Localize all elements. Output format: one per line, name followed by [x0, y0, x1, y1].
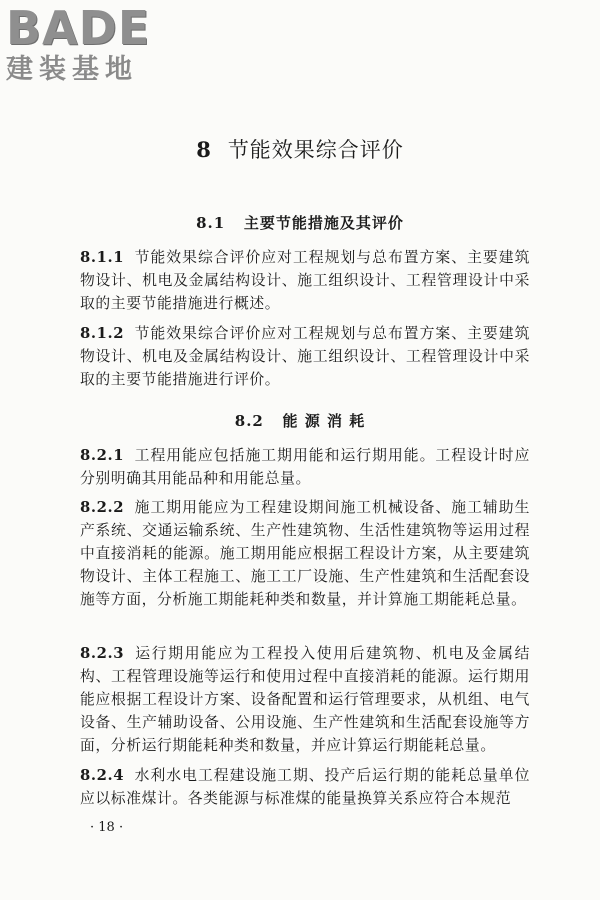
clause-number: 8.1.1 [80, 249, 125, 266]
clause-paragraph [80, 642, 530, 757]
clause-number: 8.2.3 [80, 645, 125, 662]
clause-paragraph [80, 444, 530, 490]
clause-number: 8.1.2 [80, 325, 125, 342]
logo-brand: BADE [6, 1, 151, 55]
section-heading: 主要节能措施及其评价 [243, 214, 404, 232]
clause-paragraph [80, 322, 530, 391]
bade-logo [6, 1, 176, 88]
clause-paragraph [80, 246, 530, 315]
clause-paragraph [80, 496, 530, 611]
clause-text: 工程用能应包括施工期用能和运行期用能。工程设计时应分别明确其用能品种和用能总量。 [80, 447, 530, 487]
chapter-heading: 节能效果综合评价 [227, 138, 404, 162]
clause-text: 施工期用能应为工程建设期间施工机械设备、施工辅助生产系统、交通运输系统、生产性建筑物、生活性建筑物等运用过程中直接消耗的能源。施工期用能应根据工程设计方案，从主要建筑物设计、主体工程施工、施工工厂设施、生产性建筑和生活配套设施等方面，分析施工期能耗种类和数量，并计算施工期能耗总量。 [80, 499, 530, 608]
clause-text: 节能效果综合评价应对工程规划与总布置方案、主要建筑物设计、机电及金属结构设计、施工组织设计、工程管理设计中采取的主要节能措施进行评价。 [80, 325, 530, 388]
section-number: 8.2 [234, 412, 264, 430]
section-title [0, 410, 600, 431]
clause-number: 8.2.2 [80, 499, 125, 516]
section-heading: 能 源 消 耗 [282, 412, 366, 430]
section-title [0, 212, 600, 233]
section-number: 8.1 [196, 214, 226, 232]
clause-number: 8.2.4 [80, 767, 125, 784]
clause-number: 8.2.1 [80, 447, 125, 464]
page-number: · 18 · [90, 820, 124, 835]
chapter-title [0, 134, 600, 164]
clause-paragraph [80, 764, 530, 810]
chapter-number: 8 [196, 137, 212, 162]
clause-text: 节能效果综合评价应对工程规划与总布置方案、主要建筑物设计、机电及金属结构设计、施工组织设计、工程管理设计中采取的主要节能措施进行概述。 [80, 249, 530, 312]
clause-text: 水利水电工程建设施工期、投产后运行期的能耗总量单位应以标准煤计。各类能源与标准煤的能量换算关系应符合本规范 [80, 767, 530, 807]
logo-subtitle: 建装基地 [6, 54, 138, 85]
clause-text: 运行期用能应为工程投入使用后建筑物、机电及金属结构、工程管理设施等运行和使用过程中直接消耗的能源。运行期用能应根据工程设计方案、设备配置和运行管理要求，从机组、电气设备、生产辅助设备、公用设施、生产性建筑和生活配套设施等方面，分析运行期能耗种类和数量，并应计算运行期能耗总量。 [80, 645, 530, 754]
